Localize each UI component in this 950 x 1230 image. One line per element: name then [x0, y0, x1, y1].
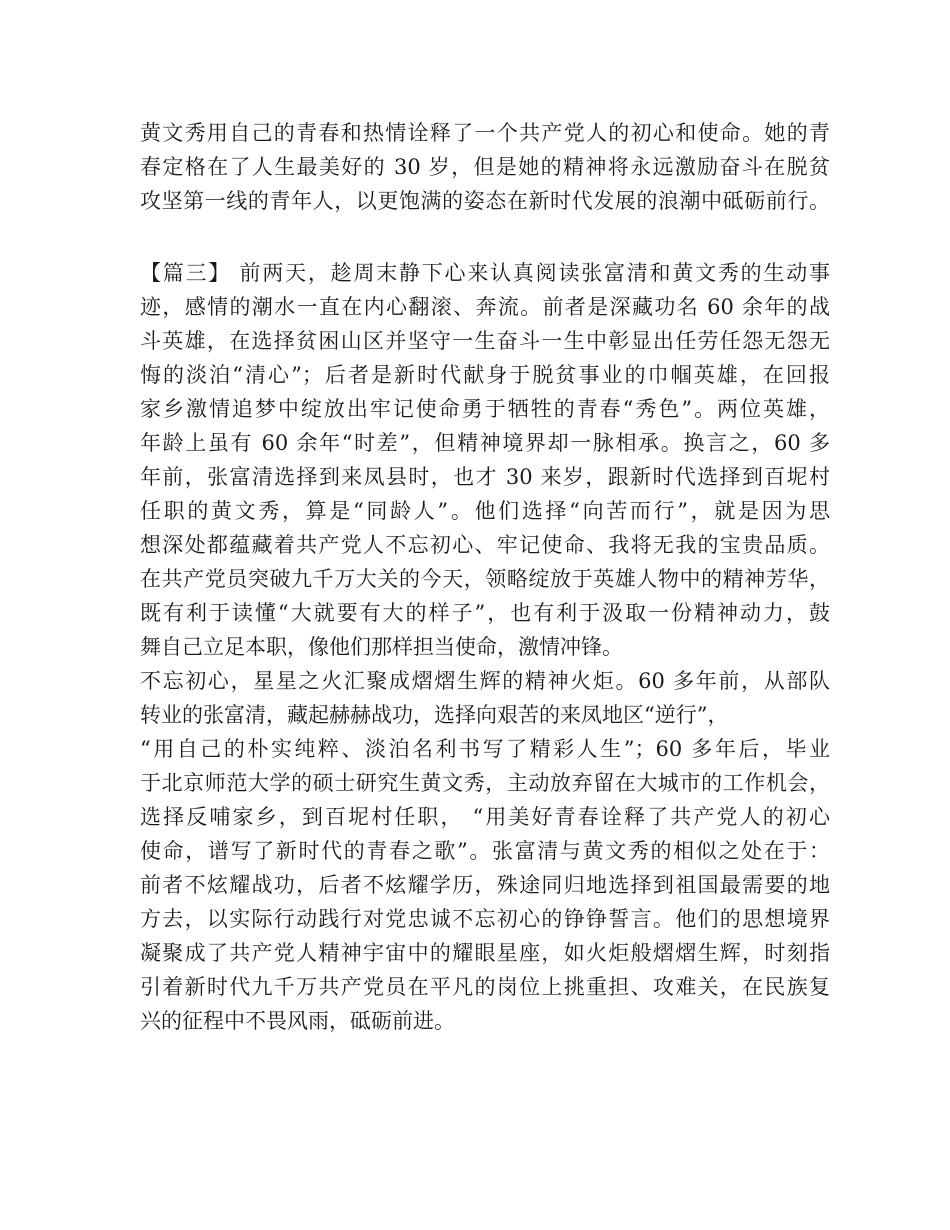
text-line: 转业的张富清，藏起赫赫战功，选择向艰苦的来凤地区“逆行”，	[140, 703, 729, 727]
text-line: 攻坚第一线的青年人，以更饱满的姿态在新时代发展的浪潮中砥砺前行。	[140, 189, 830, 213]
text-line: 想深处都蕴藏着共产党人不忘初心、牢记使命、我将无我的宝贵品质。	[140, 533, 830, 557]
text-line: “用自己的朴实纯粹、淡泊名利书写了精彩人生”；60 多年后，毕业	[140, 737, 830, 761]
text-line: 选择反哺家乡，到百坭村任职， “用美好青春诠释了共产党人的初心	[140, 805, 830, 829]
text-line: 年前，张富清选择到来凤县时，也才 30 来岁，跟新时代选择到百坭村	[140, 465, 830, 489]
text-line: 兴的征程中不畏风雨，砥砺前进。	[140, 1009, 455, 1033]
text-line: 不忘初心，星星之火汇聚成熠熠生辉的精神火炬。60 多年前，从部队	[140, 669, 830, 693]
intro-paragraph	[140, 116, 830, 218]
text-line: 春定格在了人生最美好的 30 岁，但是她的精神将永远激励奋斗在脱贫	[140, 155, 830, 179]
text-line: 舞自己立足本职，像他们那样担当使命，激情冲锋。	[140, 635, 623, 659]
text-line: 方去，以实际行动践行对党忠诚不忘初心的铮铮誓言。他们的思想境界	[140, 907, 830, 931]
text-line: 迹，感情的潮水一直在内心翻滚、奔流。前者是深藏功名 60 余年的战	[140, 295, 830, 319]
text-line: 前者不炫耀战功，后者不炫耀学历，殊途同归地选择到祖国最需要的地	[140, 873, 830, 897]
text-line: 家乡激情追梦中绽放出牢记使命勇于牺牲的青春“秀色”。两位英雄，	[140, 397, 830, 421]
article-three-section	[140, 256, 830, 1038]
text-line: 在共产党员突破九千万大关的今天，领略绽放于英雄人物中的精神芳华，	[140, 567, 830, 591]
text-line: 于北京师范大学的硕士研究生黄文秀，主动放弃留在大城市的工作机会，	[140, 771, 830, 795]
text-line: 年龄上虽有 60 余年“时差”，但精神境界却一脉相承。换言之，60 多	[140, 431, 830, 455]
text-line: 凝聚成了共产党人精神宇宙中的耀眼星座，如火炬般熠熠生辉，时刻指	[140, 941, 830, 965]
text-line: 斗英雄，在选择贫困山区并坚守一生奋斗一生中彰显出任劳任怨无怨无	[140, 329, 830, 353]
text-line: 悔的淡泊“清心”；后者是新时代献身于脱贫事业的巾帼英雄，在回报	[140, 363, 830, 387]
text-line: 任职的黄文秀，算是“同龄人”。他们选择“向苦而行”，就是因为思	[140, 499, 830, 523]
text-line: 使命，谱写了新时代的青春之歌”。张富清与黄文秀的相似之处在于：	[140, 839, 830, 863]
text-line: 引着新时代九千万共产党员在平凡的岗位上挑重担、攻难关，在民族复	[140, 975, 830, 999]
text-line: 既有利于读懂“大就要有大的样子”，也有利于汲取一份精神动力，鼓	[140, 601, 830, 625]
text-line: 黄文秀用自己的青春和热情诠释了一个共产党人的初心和使命。她的青	[140, 121, 830, 145]
section-heading-line: 【篇三】 前两天，趁周末静下心来认真阅读张富清和黄文秀的生动事	[140, 261, 830, 285]
